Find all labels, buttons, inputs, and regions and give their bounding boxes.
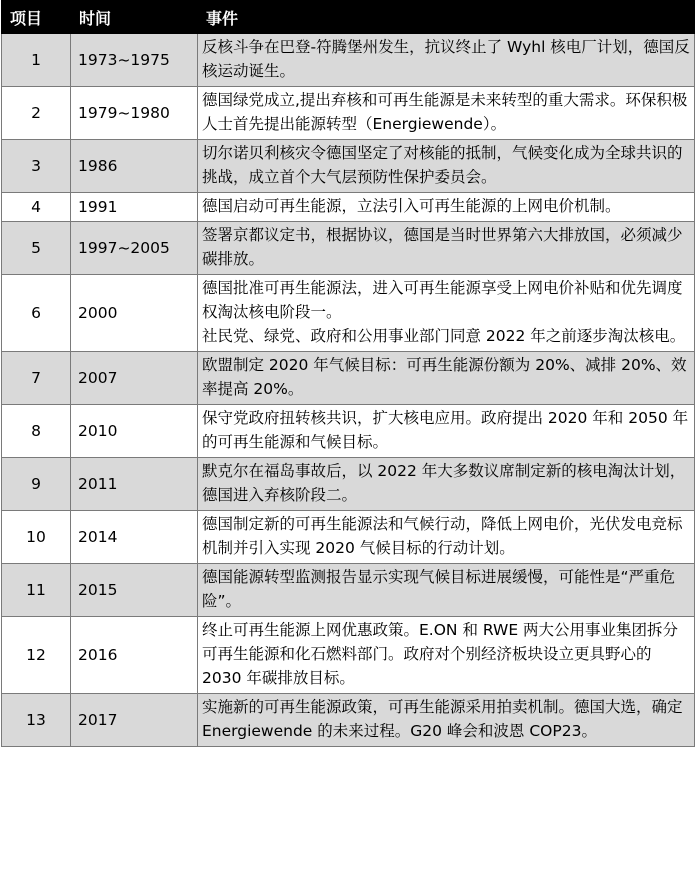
row-index: 10: [2, 511, 71, 564]
event-paragraph: 德国批准可再生能源法，进入可再生能源享受上网电价补贴和优先调度权淘汰核电阶段一。: [202, 279, 683, 321]
row-event: [198, 511, 695, 564]
row-event: [198, 458, 695, 511]
table-row: [2, 405, 695, 458]
event-paragraph: 实施新的可再生能源政策，可再生能源采用拍卖机制。德国大选，确定 Energiewende 的未来过程。G20 峰会和波恩 COP23。: [202, 698, 683, 740]
row-year: 2016: [71, 617, 198, 694]
table-row: [2, 511, 695, 564]
event-paragraph: 保守党政府扭转核共识，扩大核电应用。政府提出 2020 年和 2050 年的可再生能源和气候目标。: [202, 409, 689, 451]
row-index: 1: [2, 34, 71, 87]
row-index: 4: [2, 193, 71, 222]
row-index: 12: [2, 617, 71, 694]
row-year: 1991: [71, 193, 198, 222]
table-row: [2, 140, 695, 193]
row-index: 13: [2, 694, 71, 747]
row-index: 3: [2, 140, 71, 193]
row-event: [198, 275, 695, 352]
energiewende-timeline-table: [1, 0, 695, 747]
header-event: 事件: [198, 1, 695, 34]
row-event: [198, 564, 695, 617]
table-row: [2, 352, 695, 405]
row-event: [198, 694, 695, 747]
row-year: 2000: [71, 275, 198, 352]
row-year: 1997~2005: [71, 222, 198, 275]
event-paragraph: 德国能源转型监测报告显示实现气候目标进展缓慢，可能性是“严重危险”。: [202, 568, 676, 610]
table-row: [2, 222, 695, 275]
row-year: 2015: [71, 564, 198, 617]
event-paragraph: 德国启动可再生能源，立法引入可再生能源的上网电价机制。: [202, 197, 621, 215]
event-paragraph: 欧盟制定 2020 年气候目标：可再生能源份额为 20%、减排 20%、效率提高 20%。: [202, 356, 687, 398]
row-year: 1973~1975: [71, 34, 198, 87]
row-event: [198, 193, 695, 222]
table-row: [2, 275, 695, 352]
row-index: 8: [2, 405, 71, 458]
event-paragraph: 反核斗争在巴登-符腾堡州发生，抗议终止了 Wyhl 核电厂计划，德国反核运动诞生。: [202, 38, 690, 80]
event-paragraph: 终止可再生能源上网优惠政策。E.ON 和 RWE 两大公用事业集团拆分可再生能源和化石燃料部门。政府对个别经济板块设立更具野心的 2030 年碳排放目标。: [202, 621, 679, 687]
row-event: [198, 140, 695, 193]
header-row: [2, 1, 695, 34]
event-paragraph: 签署京都议定书，根据协议，德国是当时世界第六大排放国，必须减少碳排放。: [202, 226, 683, 268]
table-row: [2, 564, 695, 617]
row-event: [198, 617, 695, 694]
table-body: [2, 34, 695, 747]
header-year: 时间: [71, 1, 198, 34]
table-row: [2, 34, 695, 87]
row-year: 1986: [71, 140, 198, 193]
table-row: [2, 694, 695, 747]
event-paragraph: 切尔诺贝利核灾令德国坚定了对核能的抵制，气候变化成为全球共识的挑战，成立首个大气层预防性保护委员会。: [202, 144, 683, 186]
row-year: 2014: [71, 511, 198, 564]
row-year: 2007: [71, 352, 198, 405]
row-event: [198, 34, 695, 87]
table-row: [2, 87, 695, 140]
table-row: [2, 458, 695, 511]
event-paragraph: 德国制定新的可再生能源法和气候行动，降低上网电价，光伏发电竞标机制并引入实现 2020 气候目标的行动计划。: [202, 515, 683, 557]
row-year: 1979~1980: [71, 87, 198, 140]
event-paragraph: 社民党、绿党、政府和公用事业部门同意 2022 年之前逐步淘汰核电。: [202, 327, 686, 345]
row-index: 6: [2, 275, 71, 352]
row-index: 5: [2, 222, 71, 275]
row-index: 9: [2, 458, 71, 511]
row-index: 7: [2, 352, 71, 405]
row-year: 2017: [71, 694, 198, 747]
row-event: [198, 405, 695, 458]
header-index: 项目: [2, 1, 71, 34]
row-event: [198, 222, 695, 275]
row-index: 2: [2, 87, 71, 140]
row-year: 2011: [71, 458, 198, 511]
table-row: [2, 193, 695, 222]
row-event: [198, 352, 695, 405]
event-paragraph: 默克尔在福岛事故后，以 2022 年大多数议席制定新的核电淘汰计划，德国进入弃核阶段二。: [202, 462, 686, 504]
row-index: 11: [2, 564, 71, 617]
event-paragraph: 德国绿党成立,提出弃核和可再生能源是未来转型的重大需求。环保积极人士首先提出能源转型（Energiewende）。: [202, 91, 688, 133]
row-year: 2010: [71, 405, 198, 458]
table-row: [2, 617, 695, 694]
row-event: [198, 87, 695, 140]
